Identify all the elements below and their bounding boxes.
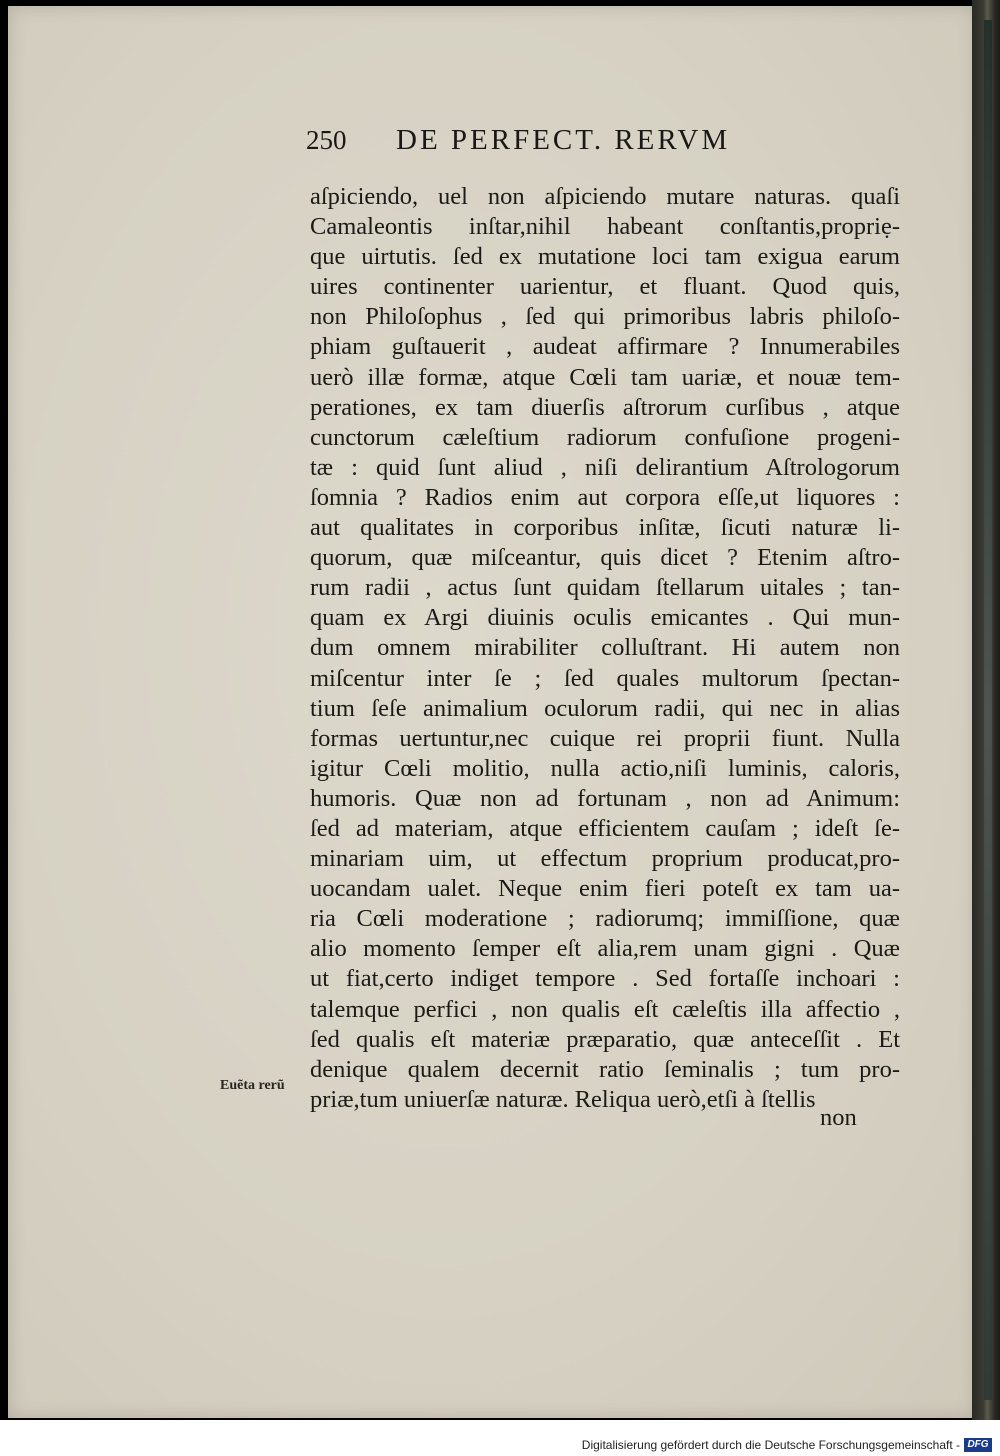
text-line: quam ex Argi diuinis oculis emicantes . Qui mun-: [310, 604, 900, 632]
text-line: aſpiciendo, uel non aſpiciendo mutare naturas. quaſi: [310, 183, 900, 210]
text-line: que uirtutis. ſed ex mutatione loci tam exigua earum: [310, 243, 900, 271]
text-line: formas uertuntur,nec cuique rei proprii fiunt. Nulla: [310, 724, 900, 752]
text-line: denique qualem decernit ratio ſeminalis ; tum pro-: [310, 1055, 900, 1083]
book-page: [8, 6, 976, 1418]
text-line: miſcentur inter ſe ; ſed quales multorum ſpectan-: [310, 664, 900, 692]
marginal-note: Euẽta rerũ: [220, 1078, 285, 1093]
text-line: priæ,tum uniuerſæ naturæ. Reliqua uerò,etſi à ſtellis: [310, 1085, 816, 1113]
text-line: ſed ad materiam, atque efficientem cauſam ; ideſt ſe-: [310, 814, 900, 842]
page-header: [306, 124, 866, 157]
catchword: non: [820, 1104, 857, 1131]
text-line: rum radii , actus ſunt quidam ſtellarum uitales ; tan-: [310, 574, 900, 602]
funding-credit: Digitalisierung gefördert durch die Deutsche Forschungsgemeinschaft -: [581, 1438, 960, 1452]
text-line: aut qualitates in corporibus inſitæ, ſicuti naturæ li-: [310, 514, 900, 542]
text-line: tium ſeſe animalium oculorum radii, qui nec in alias: [310, 694, 900, 722]
body-text: [310, 182, 900, 1115]
text-line: Camaleontis inſtar,nihil habeant conſtantis,propriẹ-: [310, 213, 900, 241]
dfg-logo: DFG: [964, 1438, 992, 1452]
text-line: uocandam ualet. Neque enim fieri poteſt ex tam ua-: [310, 875, 900, 903]
text-line: dum omnem mirabiliter colluſtrant. Hi autem non: [310, 634, 900, 662]
text-line: phiam guſtauerit , audeat affirmare ? Innumerabiles: [310, 333, 900, 361]
text-line: humoris. Quæ non ad fortunam , non ad Animum:: [310, 784, 900, 812]
page-number: 250: [306, 125, 347, 155]
spine-edge: [984, 20, 992, 1400]
text-line: quorum, quæ miſceantur, quis dicet ? Etenim aſtro-: [310, 544, 900, 572]
text-line: igitur Cœli molitio, nulla actio,niſi luminis, caloris,: [310, 754, 900, 782]
text-line: non Philoſophus , ſed qui primoribus labris philoſo-: [310, 303, 900, 331]
text-line: ſed qualis eſt materiæ præparatio, quæ anteceſſit . Et: [310, 1025, 900, 1053]
text-line: minariam uim, ut effectum proprium producat,pro-: [310, 845, 900, 873]
text-line: tæ : quid ſunt aliud , niſi delirantium Aſtrologorum: [310, 453, 900, 481]
running-title: DE PERFECT. RERVM: [396, 124, 731, 156]
text-line: talemque perfici , non qualis eſt cæleſtis illa affectio ,: [310, 995, 900, 1023]
text-line: ria Cœli moderatione ; radiorumq; immiſſione, quæ: [310, 905, 900, 933]
text-line: uerò illæ formæ, atque Cœli tam uariæ, et nouæ tem-: [310, 363, 900, 391]
text-line: ut fiat,certo indiget tempore . Sed fortaſſe inchoari :: [310, 965, 900, 993]
text-line: cunctorum cæleſtium radiorum confuſione progeni-: [310, 423, 900, 451]
text-line: ſomnia ? Radios enim aut corpora eſſe,ut liquores :: [310, 483, 900, 511]
text-line: perationes, ex tam diuerſis aſtrorum curſibus , atque: [310, 393, 900, 421]
book-spine: [972, 0, 1000, 1420]
text-line: uires continenter uarientur, et fluant. Quod quis,: [310, 273, 900, 301]
text-line: alio momento ſemper eſt alia,rem unam gigni . Quæ: [310, 935, 900, 963]
digitization-footer: [0, 1420, 1000, 1456]
